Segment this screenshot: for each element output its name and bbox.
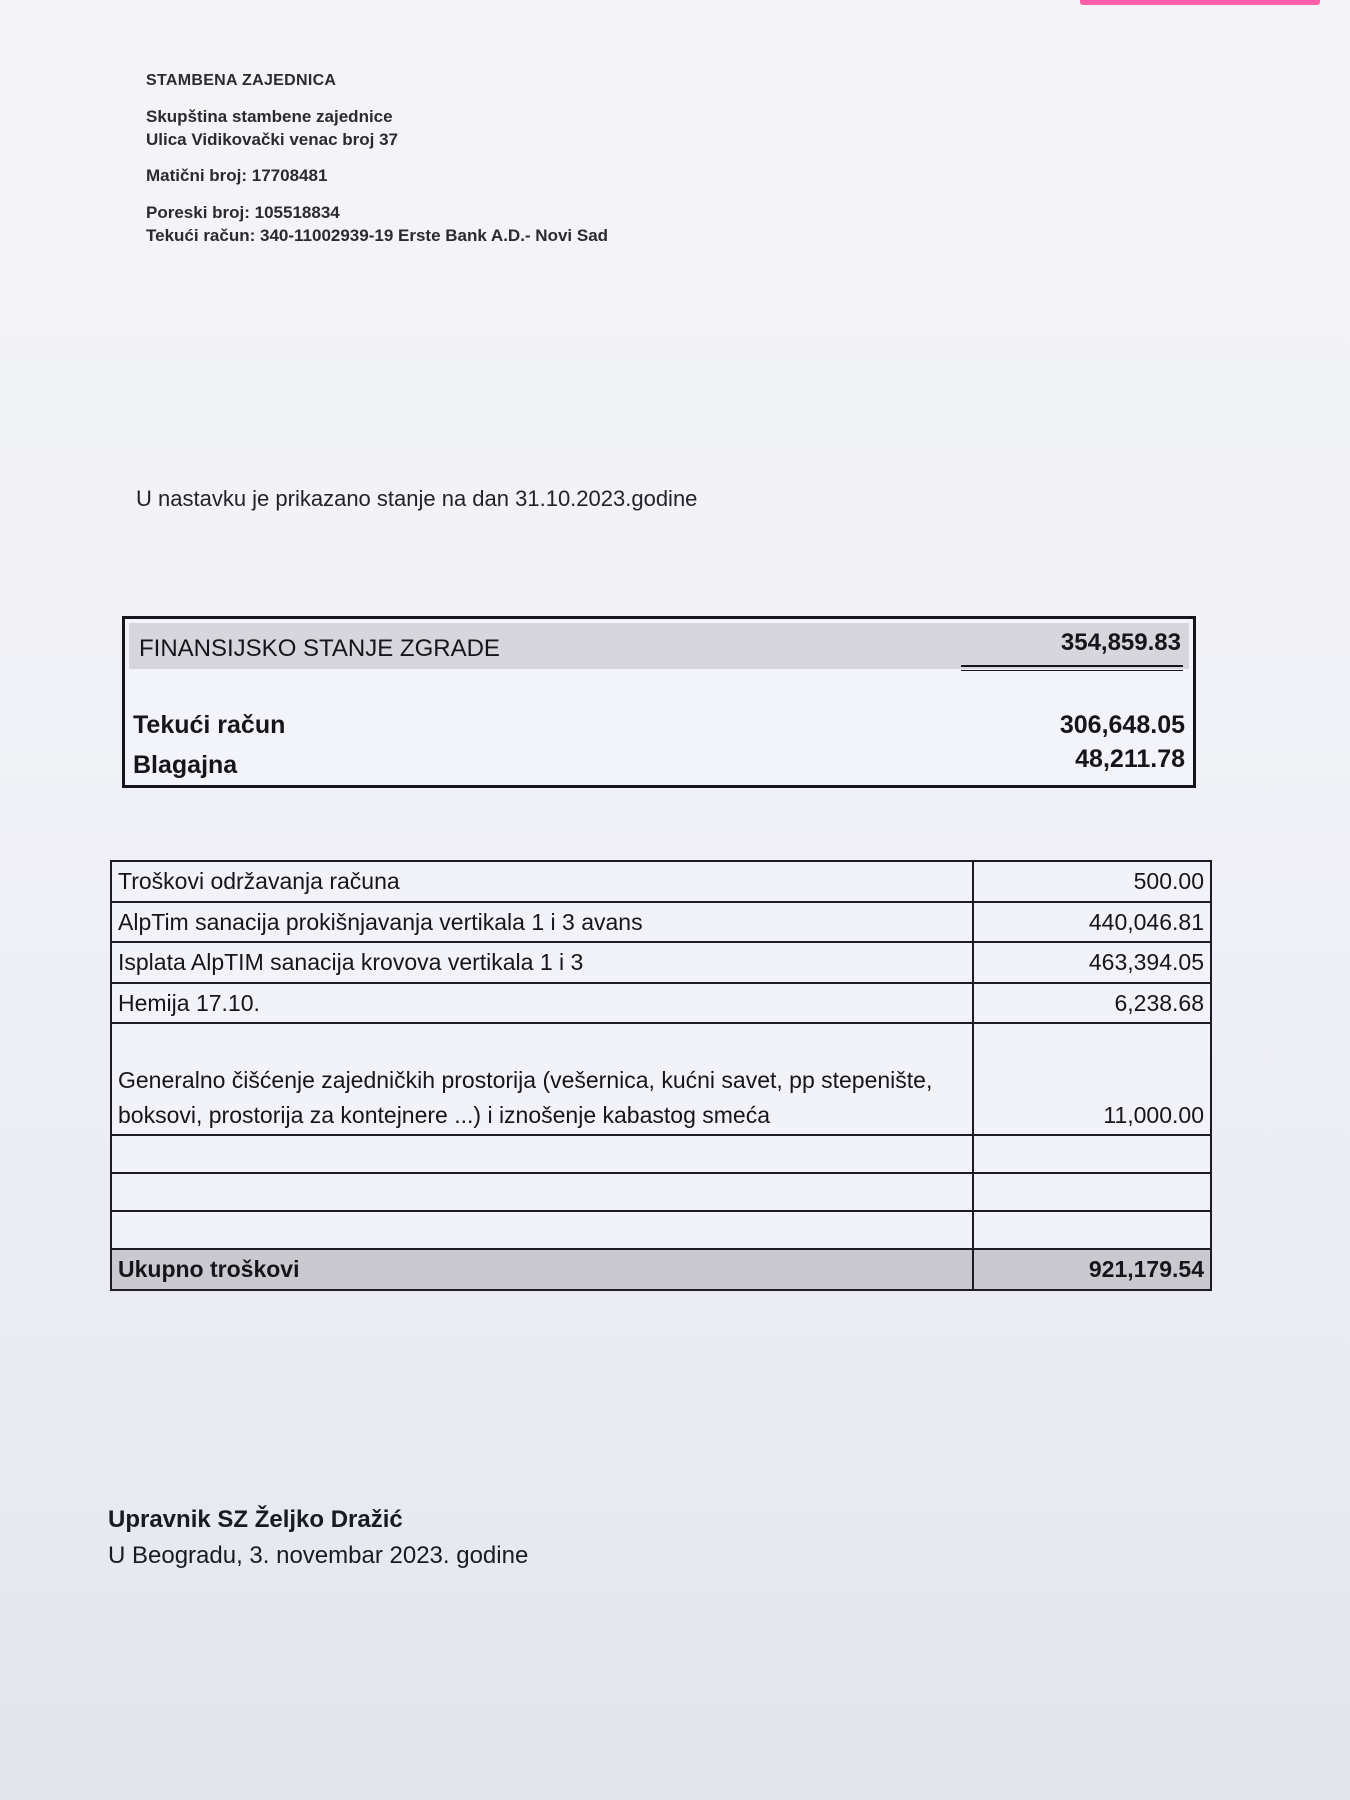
total-value: 921,179.54 [973, 1249, 1211, 1290]
cost-amount: 440,046.81 [973, 902, 1211, 943]
organization-header [146, 70, 608, 248]
total-double-underline [961, 665, 1183, 671]
empty-row [111, 1211, 1211, 1249]
cost-description: AlpTim sanacija prokišnjavanja vertikala 1 i 3 avans [111, 902, 973, 943]
registration-number: Matični broj: 17708481 [146, 166, 328, 186]
cost-amount: 500.00 [973, 861, 1211, 902]
sticky-note-edge [1080, 0, 1320, 5]
costs-table [110, 860, 1212, 1291]
cost-description: Isplata AlpTIM sanacija krovova vertikala 1 i 3 [111, 942, 973, 983]
tax-number: Poreski broj: 105518834 [146, 203, 340, 223]
organization-address: Ulica Vidikovački venac broj 37 [146, 129, 398, 149]
current-account-label: Tekući račun [133, 711, 286, 739]
signature-block [108, 1502, 528, 1574]
cost-amount: 463,394.05 [973, 942, 1211, 983]
cost-amount: 11,000.00 [973, 1023, 1211, 1135]
organization-assembly: Skupština stambene zajednice [146, 106, 393, 126]
financial-status-title: FINANSIJSKO STANJE ZGRADE [139, 635, 500, 662]
bank-account: Tekući račun: 340-11002939-19 Erste Bank A.D.- Novi Sad [146, 226, 609, 246]
cost-description: Troškovi održavanja računa [111, 861, 973, 902]
table-row [111, 942, 1211, 983]
cost-description: Generalno čišćenje zajedničkih prostorija (vešernica, kućni savet, pp stepenište, boksovi, prostorija za kontejnere ...) i iznošenje kabastog smeća [111, 1023, 973, 1135]
cash-box-value: 48,211.78 [1075, 745, 1185, 773]
empty-row [111, 1173, 1211, 1211]
manager-name: Upravnik SZ Željko Dražić [108, 1506, 403, 1533]
intro-text: U nastavku je prikazano stanje na dan 31.10.2023.godine [136, 486, 698, 511]
financial-status-total: 354,859.83 [1060, 629, 1181, 656]
table-row [111, 902, 1211, 943]
organization-name: STAMBENA ZAJEDNICA [146, 72, 337, 89]
total-label: Ukupno troškovi [111, 1249, 973, 1290]
place-date: U Beogradu, 3. novembar 2023. godine [108, 1542, 529, 1569]
total-row [111, 1249, 1211, 1290]
cost-description: Hemija 17.10. [111, 983, 973, 1024]
table-row [111, 861, 1211, 902]
empty-row [111, 1135, 1211, 1173]
table-row [111, 1023, 1211, 1135]
financial-status-table [122, 616, 1196, 788]
table-row [111, 983, 1211, 1024]
financial-status-header [129, 623, 1189, 669]
cost-amount: 6,238.68 [973, 983, 1211, 1024]
current-account-value: 306,648.05 [1059, 711, 1185, 739]
cash-box-label: Blagajna [133, 751, 238, 779]
